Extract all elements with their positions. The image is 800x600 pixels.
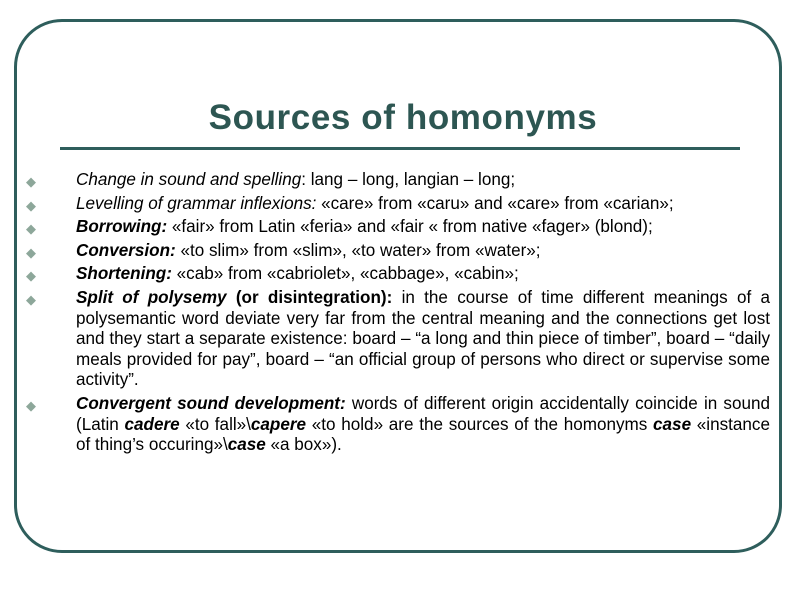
diamond-bullet-icon: ◆: [26, 291, 36, 307]
list-item: [26, 241, 770, 262]
bullet-term: Change in sound and spelling: [76, 170, 302, 189]
bullet-text: «cab» from «cabriolet», «cabbage», «cabin»;: [171, 264, 519, 284]
bullet-term: Levelling of grammar inflexions:: [76, 193, 317, 213]
diamond-bullet-icon: ◆: [26, 197, 36, 213]
bullet-text: «a box»).: [265, 435, 342, 455]
bullet-term: Borrowing:: [76, 217, 168, 237]
homonym-word: case: [653, 414, 692, 434]
homonym-word: case: [227, 435, 266, 455]
diamond-bullet-icon: ◆: [26, 397, 36, 413]
bullet-text: «to slim» from «slim», «to water» from «water»;: [175, 240, 541, 260]
list-item: [26, 170, 770, 191]
bullet-term: Convergent sound development:: [76, 393, 346, 413]
list-item: [26, 194, 770, 215]
bullet-text: «instance of thing’s occuring»\: [76, 414, 770, 455]
diamond-bullet-icon: ◆: [26, 268, 36, 284]
title-underline: [60, 147, 740, 150]
bullet-text: «to hold» are the sources of the homonyms: [306, 414, 654, 434]
bullet-term-suffix: (or disintegration):: [226, 287, 393, 307]
bullet-text: words of different origin accidentally coincide in sound (Latin: [76, 393, 770, 434]
slide-title: Sources of homonyms: [208, 98, 598, 137]
bullet-term: Conversion:: [76, 240, 176, 260]
list-item: [26, 217, 770, 238]
bullet-list: [26, 170, 770, 459]
latin-word: cadere: [124, 414, 180, 434]
diamond-bullet-icon: ◆: [26, 174, 36, 189]
bullet-text: «to fall»\: [179, 414, 251, 434]
bullet-text: «care» from «caru» and «care» from «carian»;: [316, 193, 674, 213]
diamond-bullet-icon: ◆: [26, 244, 36, 260]
bullet-term: Shortening:: [76, 264, 172, 284]
list-item: [26, 394, 770, 456]
bullet-term: Split of polysemy: [76, 287, 227, 307]
diamond-bullet-icon: ◆: [26, 221, 36, 237]
latin-word: capere: [250, 414, 307, 434]
list-item: [26, 288, 770, 391]
bullet-text: «fair» from Latin «feria» and «fair « from native «fager» (blond);: [167, 217, 653, 237]
list-item: [26, 264, 770, 285]
bullet-text: : lang – long, langian – long;: [301, 170, 516, 189]
bullet-text: in the course of time different meanings of a polysemantic word deviate very far from the central meaning and the connections get lost and they start a separate existence: board – “a long and thin piece of timber”, board – “daily meals provided for pay”, board – “an official group of persons who direct or supervise some activity”.: [76, 287, 770, 390]
